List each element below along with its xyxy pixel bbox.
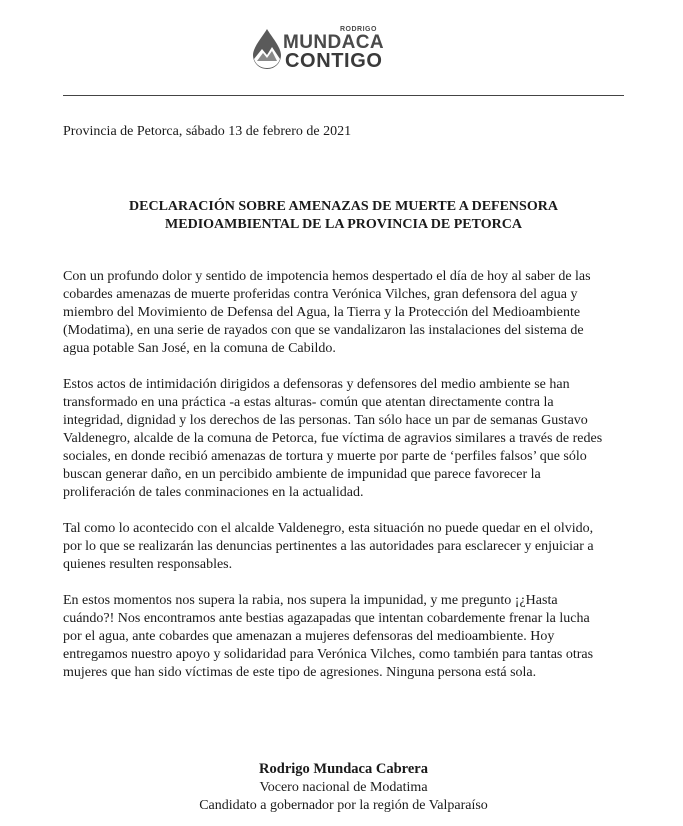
text-line: por el agua, ante cobardes que amenazan a mujeres defensoras del medioambiente. Hoy — [63, 629, 555, 644]
text-line: Estos actos de intimidación dirigidos a defensoras y defensores del medio ambiente se han — [63, 377, 570, 392]
text-line: (Modatima), en una serie de rayados con que se vandalizaron las instalaciones del sistema de — [63, 323, 584, 338]
title-line: MEDIOAMBIENTAL DE LA PROVINCIA DE PETORCA — [165, 217, 522, 232]
header-divider — [63, 95, 624, 96]
paragraph-3 — [63, 520, 624, 574]
signature-block — [63, 760, 624, 816]
text-line: miembro del Movimiento de Defensa del Agua, la Tierra y la Protección del Medioambiente — [63, 305, 581, 320]
text-line: sociales, en donde recibió amenazas de tortura y muerte por parte de ‘perfiles falsos’ que sólo — [63, 449, 587, 464]
paragraph-2 — [63, 376, 624, 502]
signatory-role: Vocero nacional de Modatima — [259, 779, 428, 795]
paragraph-4 — [63, 592, 624, 682]
title-line: DECLARACIÓN SOBRE AMENAZAS DE MUERTE A DEFENSORA — [129, 199, 558, 214]
dateline: Provincia de Petorca, sábado 13 de febrero de 2021 — [63, 124, 352, 139]
logo-line1: MUNDACA — [283, 32, 384, 53]
brand-logo — [249, 24, 439, 74]
document-body — [63, 268, 624, 700]
water-drop-mountain-icon — [249, 28, 285, 70]
logo-line2: CONTIGO — [285, 50, 383, 72]
text-line: Valdenegro, alcalde de la comuna de Petorca, fue víctima de agravios similares a través de redes — [63, 431, 603, 446]
logo-small-text: RODRIGO — [340, 26, 377, 33]
signatory-candidacy: Candidato a gobernador por la región de Valparaíso — [199, 798, 488, 813]
signatory-name: Rodrigo Mundaca Cabrera — [259, 761, 428, 777]
text-line: En estos momentos nos supera la rabia, nos supera la impunidad, y me pregunto ¡¿Hasta — [63, 593, 558, 608]
text-line: transformado en una práctica -a estas alturas- común que atentan directamente contra la — [63, 395, 554, 410]
text-line: por lo que se realizarán las denuncias pertinentes a las autoridades para esclarecer y enjuiciar a — [63, 539, 594, 554]
text-line: Con un profundo dolor y sentido de impotencia hemos despertado el día de hoy al saber de las — [63, 269, 591, 284]
text-line: quienes resulten responsables. — [63, 557, 233, 572]
text-line: buscan generar daño, en un percibido ambiente de impunidad que parece favorecer la — [63, 467, 541, 482]
text-line: proliferación de tales conminaciones en la actualidad. — [63, 485, 364, 500]
text-line: integridad, dignidad y los derechos de las personas. Tan sólo hace un par de semanas Gustavo — [63, 413, 588, 428]
text-line: agua potable San José, en la comuna de Cabildo. — [63, 341, 336, 356]
text-line: entregamos nuestro apoyo y solidaridad para Verónica Vilches, como también para tantas otras — [63, 647, 594, 662]
text-line: cuándo?! Nos encontramos ante bestias agazapadas que intentan cobardemente frenar la lucha — [63, 611, 590, 626]
paragraph-1 — [63, 268, 624, 358]
document-title — [63, 198, 624, 234]
text-line: Tal como lo acontecido con el alcalde Valdenegro, esta situación no puede quedar en el olvido, — [63, 521, 594, 536]
text-line: cobardes amenazas de muerte proferidas contra Verónica Vilches, gran defensora del agua y — [63, 287, 578, 302]
text-line: mujeres que han sido víctimas de este tipo de agresiones. Ninguna persona está sola. — [63, 665, 537, 680]
